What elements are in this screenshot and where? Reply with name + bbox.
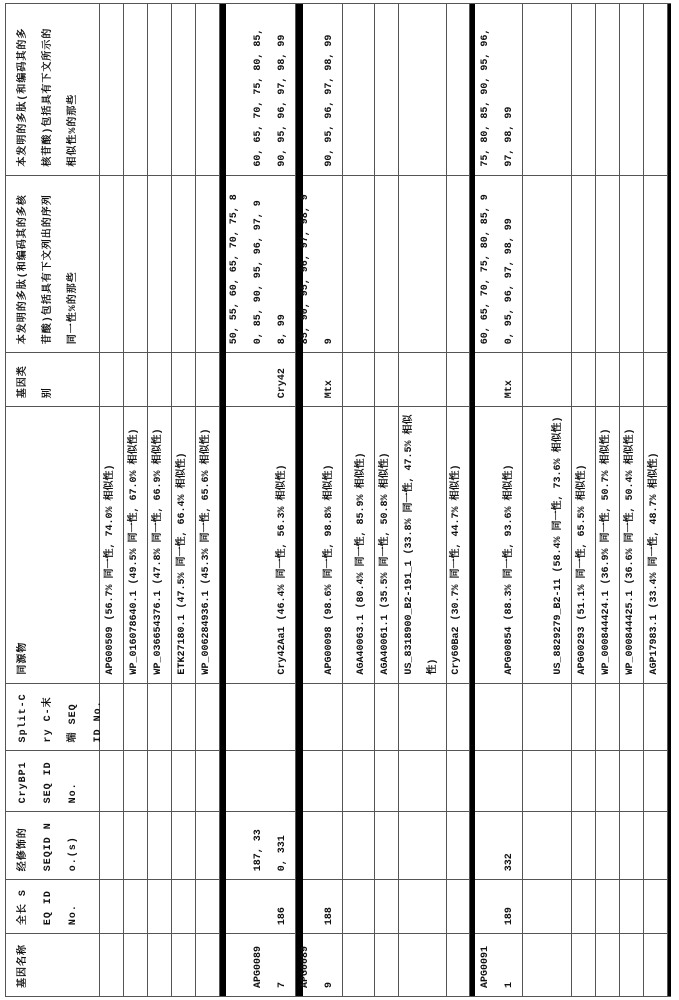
gene-name-cell <box>399 933 446 996</box>
gene-category-cell <box>148 352 171 406</box>
homolog-text: WP_006284936.1 (45.3% 同一性, 65.6% 相似性) <box>195 413 219 674</box>
homolog-text: APG00293 (51.1% 同一性, 65.5% 相似性) <box>571 413 595 674</box>
full-length-seq-id-cell <box>620 879 643 933</box>
gene-name-cell <box>475 933 522 996</box>
identity-percent-cell <box>447 175 469 353</box>
header-modified-seq-id <box>6 811 99 879</box>
homolog-cell <box>148 406 171 682</box>
modified-seq-id-cell <box>644 811 667 879</box>
full-length-seq-id-cell <box>523 879 571 933</box>
header-split-cry-seq-id <box>6 683 99 751</box>
full-length-seq-id-cell <box>644 879 667 933</box>
header-similarity-percent <box>6 4 99 175</box>
table-row <box>303 4 343 996</box>
homolog-cell <box>523 406 571 682</box>
header-label: CryBP1 SEQ ID No. <box>11 757 86 803</box>
crybp1-seq-id-cell <box>523 750 571 811</box>
gene-name-text: APG00897 <box>247 940 295 988</box>
modified-seq-id-text: 332 <box>498 818 522 871</box>
modified-seq-id-cell <box>303 811 342 879</box>
gene-category-cell <box>303 352 342 406</box>
table-row <box>172 4 196 996</box>
identity-percent-text: 60, 65, 70, 75, 80, 85, 90, 95, 96, 97, 98, 99 <box>474 194 522 345</box>
table-row <box>644 4 668 996</box>
gene-category-cell <box>226 352 295 406</box>
homolog-cell <box>447 406 469 682</box>
split-cry-seq-id-cell <box>572 683 595 751</box>
split-cry-seq-id-cell <box>343 683 374 751</box>
gene-category-cell <box>196 352 219 406</box>
split-cry-seq-id-cell <box>447 683 469 751</box>
crybp1-seq-id-cell <box>148 750 171 811</box>
modified-seq-id-cell <box>148 811 171 879</box>
modified-seq-id-cell <box>399 811 446 879</box>
modified-seq-id-cell <box>124 811 147 879</box>
gene-category-text: Mtx <box>498 359 522 398</box>
gene-category-text: Cry42 <box>271 359 295 398</box>
gene-category-cell <box>343 352 374 406</box>
gene-category-cell <box>572 352 595 406</box>
full-length-seq-id-cell <box>124 879 147 933</box>
crybp1-seq-id-cell <box>375 750 398 811</box>
identity-percent-cell <box>596 175 619 353</box>
table-header-row <box>6 4 100 996</box>
split-cry-seq-id-cell <box>124 683 147 751</box>
header-crybp1-seq-id <box>6 750 99 811</box>
identity-percent-cell <box>375 175 398 353</box>
homolog-text: Cry42Aa1 (46.4% 同一性, 56.3% 相似性) <box>271 413 295 674</box>
homolog-cell <box>572 406 595 682</box>
gene-name-cell <box>100 933 123 996</box>
full-length-seq-id-cell <box>399 879 446 933</box>
modified-seq-id-cell <box>447 811 469 879</box>
crybp1-seq-id-cell <box>303 750 342 811</box>
identity-percent-cell <box>399 175 446 353</box>
full-length-seq-id-cell <box>196 879 219 933</box>
full-length-seq-id-text: 189 <box>498 886 522 925</box>
split-cry-seq-id-cell <box>596 683 619 751</box>
similarity-percent-cell <box>226 4 295 175</box>
crybp1-seq-id-cell <box>447 750 469 811</box>
split-cry-seq-id-cell <box>148 683 171 751</box>
gene-category-cell <box>124 352 147 406</box>
header-full-length-seq-id <box>6 879 99 933</box>
header-gene-name <box>6 933 99 996</box>
homolog-text: AGA40063.1 (80.4% 同一性, 85.9% 相似性) <box>350 413 374 674</box>
homolog-text: APG00854 (88.3% 同一性, 93.6% 相似性) <box>498 413 522 674</box>
identity-percent-cell <box>196 175 219 353</box>
gene-name-text: APG00899 <box>294 940 342 988</box>
split-cry-seq-id-cell <box>375 683 398 751</box>
homolog-cell <box>343 406 374 682</box>
similarity-percent-cell <box>620 4 643 175</box>
full-length-seq-id-cell <box>475 879 522 933</box>
gene-name-cell <box>226 933 295 996</box>
table-row <box>475 4 523 996</box>
homolog-cell <box>226 406 295 682</box>
homolog-text: US_8829279_B2-11 (58.4% 同一性, 73.6% 相似性) <box>547 413 571 674</box>
table-row <box>523 4 572 996</box>
gene-name-cell <box>375 933 398 996</box>
table-row <box>148 4 172 996</box>
crybp1-seq-id-cell <box>226 750 295 811</box>
crybp1-seq-id-cell <box>572 750 595 811</box>
gene-category-cell <box>475 352 522 406</box>
table-row <box>572 4 596 996</box>
split-cry-seq-id-cell <box>196 683 219 751</box>
identity-percent-cell <box>523 175 571 353</box>
full-length-seq-id-cell <box>375 879 398 933</box>
homolog-text: ETK27180.1 (47.5% 同一性, 66.4% 相似性) <box>171 413 195 674</box>
gene-category-cell <box>523 352 571 406</box>
identity-percent-cell <box>343 175 374 353</box>
homolog-text: APG00509 (56.7% 同一性, 74.0% 相似性) <box>99 413 123 674</box>
similarity-percent-cell <box>399 4 446 175</box>
full-length-seq-id-text: 186 <box>271 886 295 925</box>
gene-category-cell <box>375 352 398 406</box>
similarity-percent-cell <box>196 4 219 175</box>
gene-name-cell <box>196 933 219 996</box>
split-cry-seq-id-cell <box>475 683 522 751</box>
split-cry-seq-id-cell <box>172 683 195 751</box>
full-length-seq-id-cell <box>596 879 619 933</box>
crybp1-seq-id-cell <box>124 750 147 811</box>
modified-seq-id-text: 187, 330, 331 <box>247 818 295 871</box>
gene-category-cell <box>620 352 643 406</box>
header-label: 本发明的多肽(和编码其的多核苷酸)包括具有下文列出的序列同一性%的那些 <box>11 194 86 345</box>
gene-name-cell <box>644 933 667 996</box>
identity-percent-text: 85, 90, 95, 96, 97, 98, 99 <box>294 194 342 345</box>
gene-name-cell <box>620 933 643 996</box>
table-row <box>620 4 644 996</box>
crybp1-seq-id-cell <box>196 750 219 811</box>
group-divider <box>296 4 303 996</box>
table-row <box>596 4 620 996</box>
homolog-cell <box>596 406 619 682</box>
homolog-text: AGA40061.1 (35.5% 同一性, 50.8% 相似性) <box>374 413 398 674</box>
similarity-percent-cell <box>375 4 398 175</box>
gene-category-cell <box>172 352 195 406</box>
homolog-cell <box>172 406 195 682</box>
identity-percent-cell <box>148 175 171 353</box>
modified-seq-id-cell <box>226 811 295 879</box>
identity-percent-cell <box>303 175 342 353</box>
table-row <box>343 4 375 996</box>
table-row <box>226 4 296 996</box>
gene-name-text: APG00911 <box>474 940 522 988</box>
identity-percent-cell <box>124 175 147 353</box>
header-label: Split-Cry C-末端 SEQ ID No. <box>11 690 111 743</box>
modified-seq-id-cell <box>523 811 571 879</box>
homolog-cell <box>100 406 123 682</box>
full-length-seq-id-cell <box>343 879 374 933</box>
table-row <box>447 4 470 996</box>
table-row <box>124 4 148 996</box>
gene-name-cell <box>523 933 571 996</box>
homolog-table <box>5 3 671 997</box>
homolog-text: APG00098 (98.6% 同一性, 98.8% 相似性) <box>318 413 342 674</box>
crybp1-seq-id-cell <box>620 750 643 811</box>
split-cry-seq-id-cell <box>620 683 643 751</box>
modified-seq-id-cell <box>172 811 195 879</box>
modified-seq-id-cell <box>100 811 123 879</box>
header-label: 基因类别 <box>11 359 61 398</box>
identity-percent-cell <box>644 175 667 353</box>
modified-seq-id-cell <box>196 811 219 879</box>
crybp1-seq-id-cell <box>644 750 667 811</box>
homolog-text: AGP17983.1 (33.4% 同一性, 48.7% 相似性) <box>643 413 667 674</box>
full-length-seq-id-cell <box>447 879 469 933</box>
homolog-cell <box>644 406 667 682</box>
similarity-percent-text: 75, 80, 85, 90, 95, 96, 97, 98, 99 <box>474 22 522 167</box>
split-cry-seq-id-cell <box>226 683 295 751</box>
similarity-percent-text: 60, 65, 70, 75, 80, 85, 90, 95, 96, 97, 98, 99 <box>247 22 295 167</box>
full-length-seq-id-cell <box>303 879 342 933</box>
gene-name-cell <box>172 933 195 996</box>
similarity-percent-cell <box>148 4 171 175</box>
gene-category-cell <box>100 352 123 406</box>
homolog-text: WP_016078640.1 (49.5% 同一性, 67.0% 相似性) <box>123 413 147 674</box>
gene-name-cell <box>343 933 374 996</box>
homolog-text: Cry60Ba2 (30.7% 同一性, 44.7% 相似性) <box>445 413 469 674</box>
crybp1-seq-id-cell <box>172 750 195 811</box>
homolog-cell <box>303 406 342 682</box>
homolog-cell <box>399 406 446 682</box>
identity-percent-cell <box>572 175 595 353</box>
identity-percent-cell <box>100 175 123 353</box>
similarity-percent-cell <box>447 4 469 175</box>
header-homolog <box>6 406 99 682</box>
split-cry-seq-id-cell <box>644 683 667 751</box>
table-row <box>399 4 447 996</box>
gene-name-cell <box>596 933 619 996</box>
similarity-percent-cell <box>124 4 147 175</box>
modified-seq-id-cell <box>475 811 522 879</box>
full-length-seq-id-cell <box>100 879 123 933</box>
identity-percent-cell <box>620 175 643 353</box>
identity-percent-text: 50, 55, 60, 65, 70, 75, 80, 85, 90, 95, 96, 97, 98, 99 <box>223 194 295 345</box>
crybp1-seq-id-cell <box>475 750 522 811</box>
homolog-text: US_8318900_B2-191_1 (33.8% 同一性, 47.5% 相似性) <box>398 413 446 674</box>
full-length-seq-id-cell <box>572 879 595 933</box>
homolog-cell <box>124 406 147 682</box>
identity-percent-cell <box>475 175 522 353</box>
crybp1-seq-id-cell <box>343 750 374 811</box>
homolog-cell <box>620 406 643 682</box>
header-label: 全长 SEQ ID No. <box>11 886 86 925</box>
gene-category-cell <box>399 352 446 406</box>
full-length-seq-id-cell <box>172 879 195 933</box>
table-row <box>375 4 399 996</box>
modified-seq-id-cell <box>375 811 398 879</box>
similarity-percent-cell <box>596 4 619 175</box>
gene-category-cell <box>596 352 619 406</box>
similarity-percent-cell <box>475 4 522 175</box>
gene-name-cell <box>303 933 342 996</box>
similarity-percent-text: 90, 95, 96, 97, 98, 99 <box>318 22 342 167</box>
split-cry-seq-id-cell <box>303 683 342 751</box>
homolog-text: WP_000844424.1 (36.9% 同一性, 50.7% 相似性) <box>595 413 619 674</box>
homolog-cell <box>475 406 522 682</box>
gene-category-text: Mtx <box>318 359 342 398</box>
table-row <box>196 4 220 996</box>
crybp1-seq-id-cell <box>100 750 123 811</box>
gene-name-cell <box>572 933 595 996</box>
similarity-percent-cell <box>100 4 123 175</box>
similarity-percent-cell <box>303 4 342 175</box>
split-cry-seq-id-cell <box>100 683 123 751</box>
header-label: 本发明的多肽(和编码其的多核苷酸)包括具有下文所示的相似性%的那些 <box>11 22 86 167</box>
gene-category-cell <box>644 352 667 406</box>
full-length-seq-id-cell <box>148 879 171 933</box>
group-divider <box>668 4 671 996</box>
gene-name-cell <box>124 933 147 996</box>
modified-seq-id-cell <box>596 811 619 879</box>
full-length-seq-id-text: 188 <box>318 886 342 925</box>
gene-name-cell <box>148 933 171 996</box>
modified-seq-id-cell <box>343 811 374 879</box>
table-row <box>100 4 124 996</box>
homolog-cell <box>375 406 398 682</box>
header-label: 同源物 <box>11 413 36 674</box>
gene-name-cell <box>447 933 469 996</box>
split-cry-seq-id-cell <box>523 683 571 751</box>
homolog-text: WP_036654376.1 (47.8% 同一性, 66.9% 相似性) <box>147 413 171 674</box>
header-label: 经修饰的 SEQID No.(s) <box>11 818 86 871</box>
similarity-percent-cell <box>572 4 595 175</box>
similarity-percent-cell <box>523 4 571 175</box>
gene-category-cell <box>447 352 469 406</box>
identity-percent-cell <box>226 175 295 353</box>
homolog-cell <box>196 406 219 682</box>
modified-seq-id-cell <box>620 811 643 879</box>
header-identity-percent <box>6 175 99 353</box>
header-gene-category <box>6 352 99 406</box>
crybp1-seq-id-cell <box>399 750 446 811</box>
homolog-text: WP_000844425.1 (36.6% 同一性, 50.4% 相似性) <box>619 413 643 674</box>
split-cry-seq-id-cell <box>399 683 446 751</box>
similarity-percent-cell <box>644 4 667 175</box>
document-page <box>0 0 679 1000</box>
full-length-seq-id-cell <box>226 879 295 933</box>
header-label: 基因名称 <box>11 940 36 988</box>
similarity-percent-cell <box>343 4 374 175</box>
modified-seq-id-cell <box>572 811 595 879</box>
identity-percent-cell <box>172 175 195 353</box>
crybp1-seq-id-cell <box>596 750 619 811</box>
similarity-percent-cell <box>172 4 195 175</box>
